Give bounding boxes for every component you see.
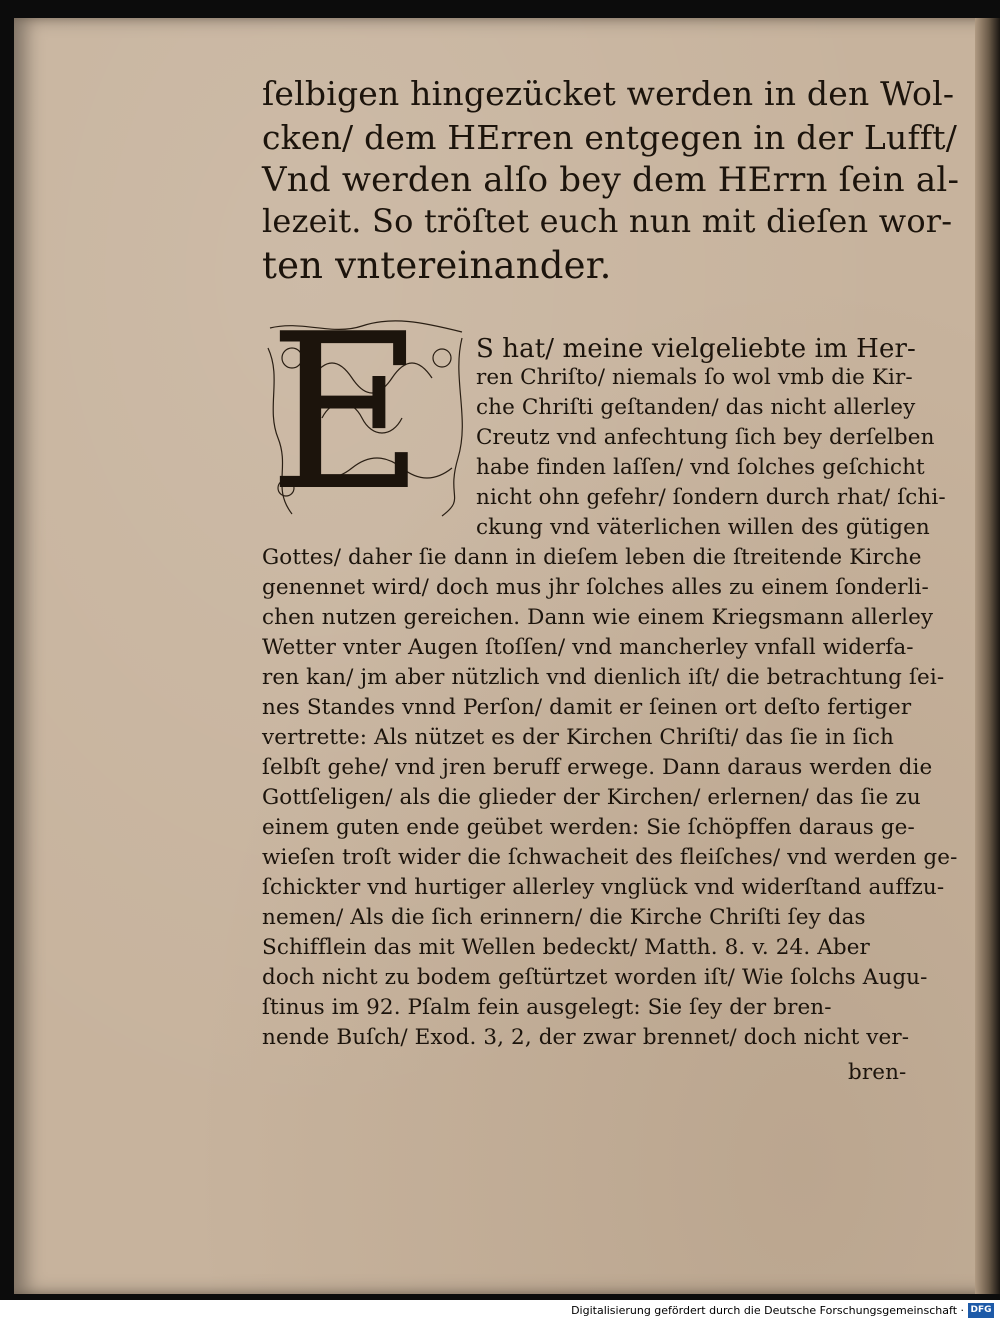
top-line-4: lezeit. So tröſtet euch nun mit dieſen wor- xyxy=(262,202,953,240)
body-line: Gottſeligen/ als die glieder der Kirchen/ erlernen/ das ſie zu xyxy=(262,785,921,810)
footer-credit: Digitalisierung gefördert durch die Deutsche Forschungsgemeinschaft · xyxy=(571,1304,964,1317)
body-line: wieſen troſt wider die ſchwacheit des fleiſches/ vnd werden ge- xyxy=(262,845,958,870)
body-line: che Chriſti geſtanden/ das nicht allerley xyxy=(476,395,916,420)
top-line-2: cken/ dem HErren entgegen in der Lufft/ xyxy=(262,118,958,157)
page-fold xyxy=(975,18,1000,1294)
body-line: nicht ohn gefehr/ ſondern durch rhat/ ſchi- xyxy=(476,485,946,510)
body-line: Gottes/ daher ſie dann in dieſem leben die ſtreitende Kirche xyxy=(262,545,922,570)
body-line: ren Chriſto/ niemals ſo wol vmb die Kir- xyxy=(476,365,913,390)
body-line: einem guten ende geübet werden: Sie ſchöpffen daraus ge- xyxy=(262,815,915,840)
body-line: Wetter vnter Augen ſtoſſen/ vnd mancherley vnfall widerfa- xyxy=(262,635,914,660)
body-line: ckung vnd väterlichen willen des gütigen xyxy=(476,515,930,540)
body-line: ſtinus im 92. Pſalm fein ausgelegt: Sie ſey der bren- xyxy=(262,995,832,1020)
top-line-5: ten vntereinander. xyxy=(262,244,612,287)
top-line-1: ſelbigen hingezücket werden in den Wol- xyxy=(262,74,955,113)
top-line-3: Vnd werden alſo bey dem HErrn ſein al- xyxy=(262,160,960,200)
body-line: nemen/ Als die ſich erinnern/ die Kirche Chriſti ſey das xyxy=(262,905,866,930)
body-line: ſchickter vnd hurtiger allerley vnglück vnd widerſtand auffzu- xyxy=(262,875,945,900)
body-line: nende Buſch/ Exod. 3, 2, der zwar brennet/ doch nicht ver- xyxy=(262,1025,910,1050)
body-line: genennet wird/ doch mus jhr ſolches alles zu einem ſonderli- xyxy=(262,575,929,600)
initial-letter: E xyxy=(268,287,425,538)
body-line: ſelbſt gehe/ vnd jren beruff erwege. Dann daraus werden die xyxy=(262,755,933,780)
body-line: habe finden laſſen/ vnd ſolches geſchicht xyxy=(476,455,925,480)
body-line: doch nicht zu bodem geſtürtzet worden iſt/ Wie ſolchs Augu- xyxy=(262,965,928,990)
body-line: nes Standes vnnd Perſon/ damit er ſeinen ort deſto fertiger xyxy=(262,695,912,720)
body-line: Schifflein das mit Wellen bedeckt/ Matth. 8. v. 24. Aber xyxy=(262,935,870,960)
catchword: bren- xyxy=(848,1060,907,1085)
footer-bar xyxy=(0,1300,1000,1323)
body-line: S hat/ meine vielgeliebte im Her- xyxy=(476,334,916,364)
dfg-logo-icon: DFG xyxy=(968,1303,994,1318)
body-line: Creutz vnd anfechtung ſich bey derſelben xyxy=(476,425,935,450)
body-line: ren kan/ jm aber nützlich vnd dienlich iſt/ die betrachtung ſei- xyxy=(262,665,945,690)
body-line: vertrette: Als nützet es der Kirchen Chriſti/ das ſie in ſich xyxy=(262,725,894,750)
body-line: chen nutzen gereichen. Dann wie einem Kriegsmann allerley xyxy=(262,605,934,630)
